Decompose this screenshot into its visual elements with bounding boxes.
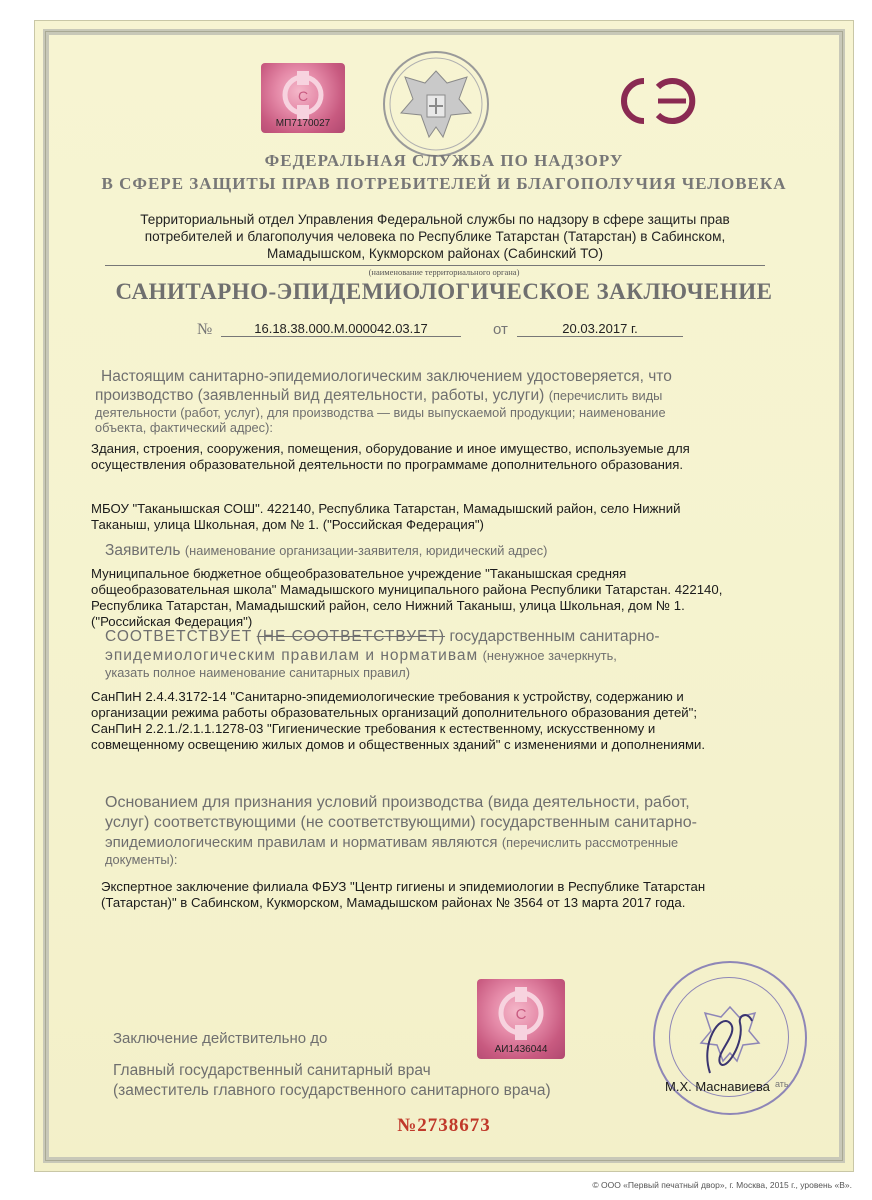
territorial-line: Мамадышском, Кукморском районах (Сабинский ТО) bbox=[267, 246, 603, 261]
applicant-details bbox=[91, 566, 811, 630]
signature-icon bbox=[690, 1003, 760, 1083]
expert-line: Экспертное заключение филиала ФБУЗ "Центр гигиены и эпидемиологии в Республике Татарстан bbox=[101, 879, 706, 894]
basis-hint: (перечислить рассмотренные bbox=[501, 835, 679, 850]
applicant-line: Муниципальное бюджетное общеобразовательное учреждение "Таканышская средняя bbox=[91, 566, 627, 581]
object-line: МБОУ "Таканышская СОШ". 422140, Республика Татарстан, Мамадышский район, село Нижний bbox=[91, 501, 681, 516]
hologram-sticker-bottom bbox=[477, 979, 565, 1059]
basis-paragraph bbox=[105, 793, 815, 867]
hologram-sticker-top bbox=[261, 63, 345, 133]
basis-line: услуг) соответствующими (не соответствующими) государственным санитарно- bbox=[105, 814, 697, 831]
territorial-caption: (наименование территориального органа) bbox=[368, 267, 520, 277]
deputy-doctor-label: (заместитель главного государственного санитарного врача) bbox=[113, 1082, 551, 1099]
complies-word: СООТВЕТСТВУЕТ bbox=[105, 628, 253, 645]
cropped-caption: ать bbox=[775, 1079, 789, 1089]
applicant-line: общеобразовательная школа" Мамадышского муниципального района Республики Татарстан. 422140, bbox=[91, 582, 723, 597]
date-label: от bbox=[493, 321, 508, 338]
applicant-heading bbox=[105, 541, 547, 560]
serial-number: №2738673 bbox=[397, 1115, 491, 1136]
coat-of-arms-icon bbox=[377, 49, 495, 159]
rules-hint: указать полное наименование санитарных правил) bbox=[105, 665, 410, 680]
applicant-hint: (наименование организации-заявителя, юридический адрес) bbox=[184, 543, 548, 558]
document-title: САНИТАРНО-ЭПИДЕМИОЛОГИЧЕСКОЕ ЗАКЛЮЧЕНИЕ bbox=[115, 279, 773, 304]
activity-line: осуществления образовательной деятельности по программаме дополнительного образования. bbox=[91, 457, 684, 472]
svg-text:С: С bbox=[515, 1006, 527, 1023]
agency-heading-line2: В СФЕРЕ ЗАЩИТЫ ПРАВ ПОТРЕБИТЕЛЕЙ И БЛАГОПОЛУЧИЯ ЧЕЛОВЕКА bbox=[101, 174, 787, 193]
territorial-underline bbox=[105, 265, 765, 266]
applicant-label: Заявитель bbox=[105, 542, 181, 559]
applicant-line: Республика Татарстан, Мамадышский район, село Нижний Таканыш, улица Школьная, дом № 1. bbox=[91, 598, 685, 613]
expert-line: (Татарстан)" в Сабинском, Кукморском, Мамадышском районах № 3564 от 13 марта 2017 года. bbox=[101, 895, 686, 910]
basis-line: эпидемиологическим правилам и нормативам являются bbox=[105, 834, 498, 851]
territorial-line: потребителей и благополучия человека по Республике Татарстан (Татарстан) в Сабинском, bbox=[144, 229, 726, 244]
basis-hint: документы): bbox=[105, 852, 178, 867]
intro-line: Настоящим санитарно-эпидемиологическим заключением удостоверяется, что bbox=[101, 368, 672, 385]
printer-credit: © ООО «Первый печатный двор», г. Москва, 2015 г., уровень «В». bbox=[592, 1180, 852, 1190]
intro-hint: объекта, фактический адрес): bbox=[95, 420, 273, 435]
expert-conclusion bbox=[101, 879, 821, 911]
sanpin-list bbox=[91, 689, 821, 753]
certificate-sheet bbox=[34, 20, 854, 1172]
territorial-line: Территориальный отдел Управления Федеральной службы по надзору в сфере защиты прав bbox=[140, 212, 730, 227]
sanpin-line: совмещенному освещению жилых домов и общественных зданий" с изменениями и дополнениями. bbox=[91, 737, 706, 752]
complies-rest: государственным санитарно- bbox=[449, 628, 660, 645]
not-complies-struck: (НЕ СООТВЕТСТВУЕТ) bbox=[256, 628, 446, 645]
document-date: 20.03.2017 г. bbox=[517, 321, 683, 337]
signer-name: М.Х. Маснавиева bbox=[665, 1079, 770, 1094]
hologram-bottom-code: АИ1436044 bbox=[494, 1044, 548, 1055]
agency-heading-line1: ФЕДЕРАЛЬНАЯ СЛУЖБА ПО НАДЗОРУ bbox=[264, 151, 624, 170]
hologram-emblem-icon bbox=[477, 979, 565, 1045]
intro-line: производство (заявленный вид деятельности, работы, услуги) bbox=[95, 387, 545, 404]
number-label: № bbox=[197, 321, 213, 338]
rules-line: эпидемиологическим правилам и нормативам bbox=[105, 647, 479, 664]
hologram-top-code: МП7170027 bbox=[275, 118, 331, 129]
basis-line: Основанием для признания условий производства (вида деятельности, работ, bbox=[105, 794, 690, 811]
compliance-block bbox=[105, 627, 805, 680]
sanpin-line: организации режима работы образовательных организаций дополнительного образования детей"; bbox=[91, 705, 698, 720]
intro-hint: (перечислить виды bbox=[548, 388, 663, 403]
activity-description bbox=[91, 441, 811, 473]
intro-hint: деятельности (работ, услуг), для производства — виды выпускаемой продукции; наименование bbox=[95, 405, 666, 420]
svg-text:С: С bbox=[297, 88, 309, 104]
valid-until-label: Заключение действительно до bbox=[113, 1030, 328, 1047]
applicant-line: ("Российская Федерация") bbox=[91, 614, 253, 629]
territorial-organ bbox=[95, 211, 775, 262]
document-number: 16.18.38.000.М.000042.03.17 bbox=[221, 321, 461, 337]
object-line: Таканыш, улица Школьная, дом № 1. ("Российская Федерация") bbox=[91, 517, 484, 532]
rules-hint: (ненужное зачеркнуть, bbox=[482, 648, 617, 663]
sanpin-line: СанПиН 2.2.1./2.1.1.1278-03 "Гигиенические требования к естественному, искусственному и bbox=[91, 721, 656, 736]
chief-doctor-label: Главный государственный санитарный врач bbox=[113, 1062, 431, 1079]
hologram-emblem-icon bbox=[261, 63, 345, 123]
sanpin-line: СанПиН 2.4.4.3172-14 "Санитарно-эпидемиологические требования к устройству, содержанию и bbox=[91, 689, 684, 704]
object-address bbox=[91, 501, 811, 533]
sanitary-mark-logo-icon bbox=[618, 75, 698, 127]
intro-paragraph bbox=[95, 367, 805, 435]
activity-line: Здания, строения, сооружения, помещения, оборудование и иное имущество, используемые для bbox=[91, 441, 690, 456]
